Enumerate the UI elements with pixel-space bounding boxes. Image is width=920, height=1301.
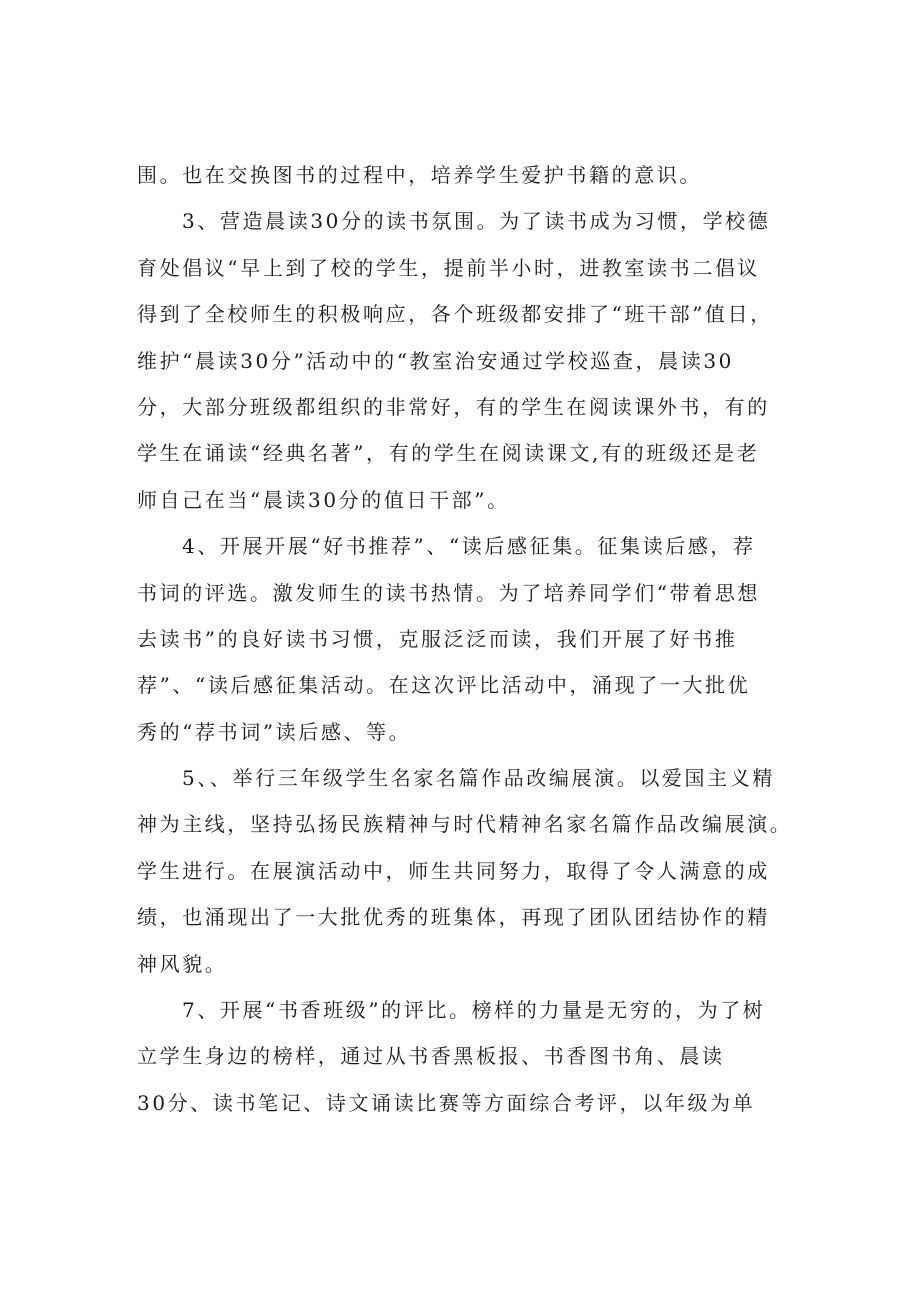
text-line: 学生进行。在展演活动中，师生共同努力，取得了令人满意的成 bbox=[137, 858, 770, 883]
text-line: 神风貌。 bbox=[137, 951, 228, 976]
text-line: 分，大部分班级都组织的非常好，有的学生在阅读课外书，有的 bbox=[137, 394, 770, 419]
text-line: 书词的评选。激发师生的读书热情。为了培养同学们“带着思想 bbox=[137, 580, 761, 605]
paragraph-first-line: 5、、举行三年级学生名家名篇作品改编展演。以爱国主义精 bbox=[182, 766, 775, 791]
text-line: 育处倡议“早上到了校的学生，提前半小时，进教室读书二倡议 bbox=[137, 255, 761, 280]
text-line: 维护“晨读30分”活动中的“教室治安通过学校巡查，晨读30 bbox=[137, 348, 734, 373]
text-line: 围。也在交换图书的过程中，培养学生爱护书籍的意识。 bbox=[137, 163, 702, 187]
text-line: 秀的“荐书词”读后感、等。 bbox=[137, 719, 412, 744]
text-line: 荐”、“读后感征集活动。在这次评比活动中，涌现了一大批优 bbox=[137, 673, 751, 698]
text-line: 立学生身边的榜样，通过从书香黑板报、书香图书角、晨读 bbox=[137, 1044, 725, 1069]
text-line: 神为主线，坚持弘扬民族精神与时代精神名家名篇作品改编展演。 bbox=[137, 812, 793, 837]
document-body bbox=[137, 152, 797, 1126]
text-line: 师自己在当“晨读30分的值日干部”。 bbox=[137, 487, 510, 512]
text-line: 得到了全校师生的积极响应，各个班级都安排了“班干部”值日， bbox=[137, 302, 773, 327]
paragraph-first-line: 3、营造晨读30分的读书氛围。为了读书成为习惯，学校德 bbox=[182, 209, 771, 234]
text-line: 学生在诵读“经典名著”，有的学生在阅读课文,有的班级还是老 bbox=[137, 441, 760, 466]
text-line: 30分、读书笔记、诗文诵读比赛等方面综合考评，以年级为单 bbox=[137, 1090, 756, 1115]
paragraph-first-line: 7、开展“书香班级”的评比。榜样的力量是无穷的，为了树 bbox=[182, 998, 766, 1023]
text-line: 绩，也涌现出了一大批优秀的班集体，再现了团队团结协作的精 bbox=[137, 905, 770, 930]
paragraph-first-line: 4、开展开展“好书推荐”、“读后感征集。征集读后感，荐 bbox=[182, 534, 756, 559]
text-line: 去读书”的良好读书习惯，克服泛泛而读，我们开展了好书推 bbox=[137, 626, 738, 651]
